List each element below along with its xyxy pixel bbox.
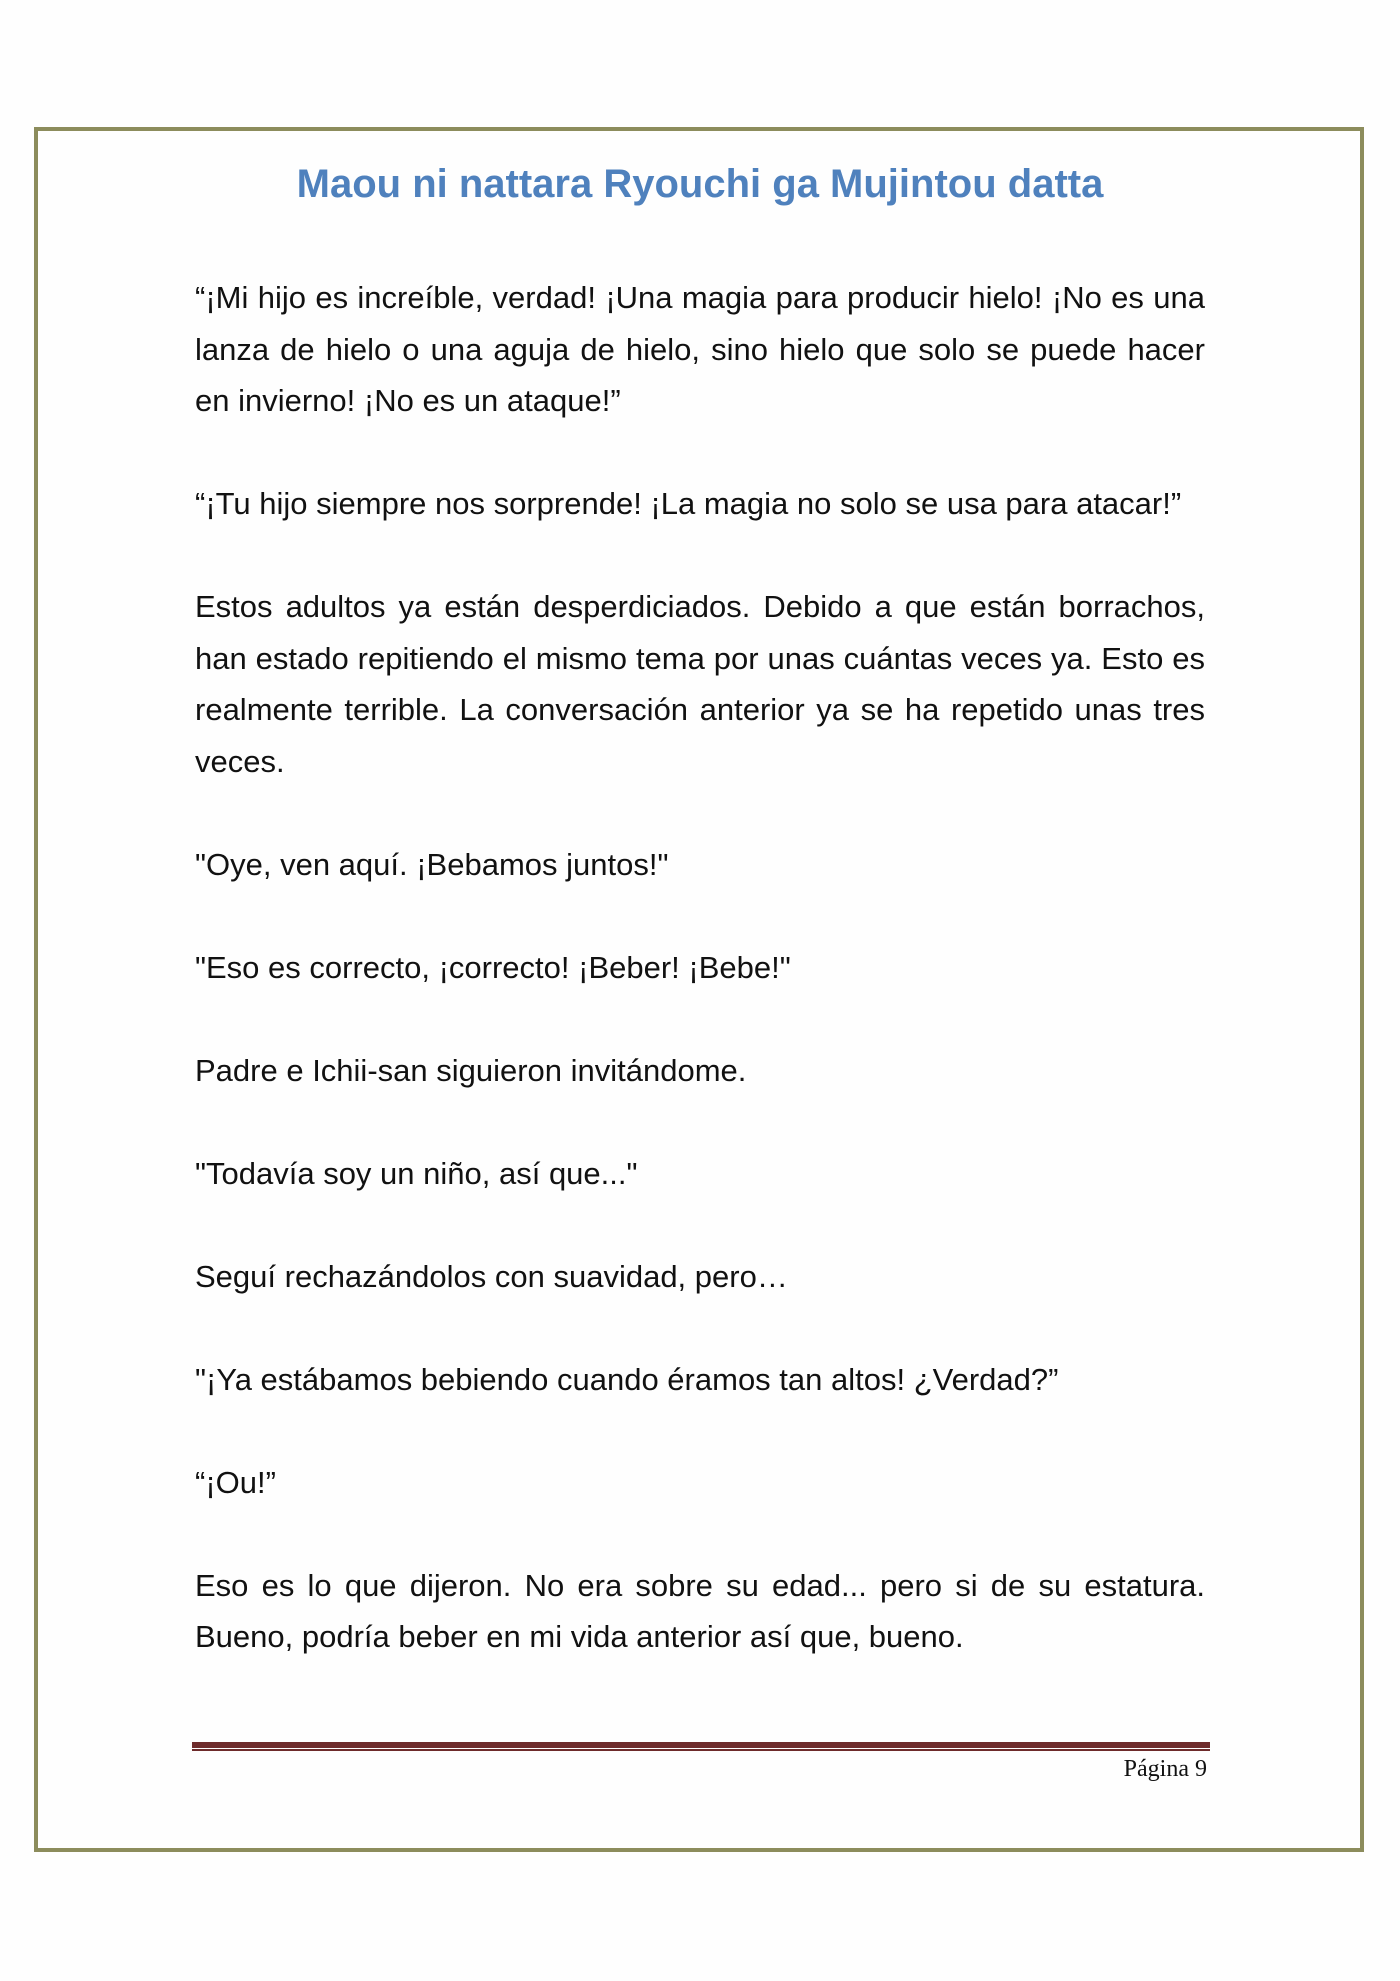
paragraph: “¡Tu hijo siempre nos sorprende! ¡La magia no solo se usa para atacar!” bbox=[195, 486, 1182, 521]
page-title: Maou ni nattara Ryouchi ga Mujintou datta bbox=[296, 162, 1104, 206]
paragraph: Padre e Ichii-san siguieron invitándome. bbox=[195, 1052, 747, 1088]
paragraph: Estos adultos ya están desperdiciados. Debido a que están borrachos, han estado repitiendo el mismo tema por unas cuántas veces ya. Esto es realmente terrible. La conversación anterior ya se ha repetido unas tres veces. bbox=[195, 589, 1205, 779]
paragraph: “¡Mi hijo es increíble, verdad! ¡Una magia para producir hielo! ¡No es una lanza de hielo o una aguja de hielo, sino hielo que solo se puede hacer en invierno! ¡No es un ataque!” bbox=[195, 280, 1205, 418]
paragraph: "Oye, ven aquí. ¡Bebamos juntos!" bbox=[195, 846, 669, 882]
footer-divider-thin bbox=[192, 1749, 1210, 1751]
footer-divider bbox=[192, 1742, 1210, 1751]
paragraph: Seguí rechazándolos con suavidad, pero… bbox=[195, 1258, 788, 1294]
paragraph: "Eso es correcto, ¡correcto! ¡Beber! ¡Bebe!" bbox=[195, 949, 791, 985]
paragraph: “¡Ou!” bbox=[195, 1464, 276, 1500]
paragraph: "¡Ya estábamos bebiendo cuando éramos tan altos! ¿Verdad?” bbox=[195, 1361, 1059, 1397]
paragraph: Eso es lo que dijeron. No era sobre su edad... pero si de su estatura. Bueno, podría beber en mi vida anterior así que, bueno. bbox=[195, 1567, 1205, 1654]
page-number: Página 9 bbox=[1123, 1756, 1207, 1782]
paragraph: "Todavía soy un niño, así que..." bbox=[195, 1155, 638, 1191]
body-text bbox=[195, 272, 1205, 1663]
footer-divider-thick bbox=[192, 1742, 1210, 1748]
